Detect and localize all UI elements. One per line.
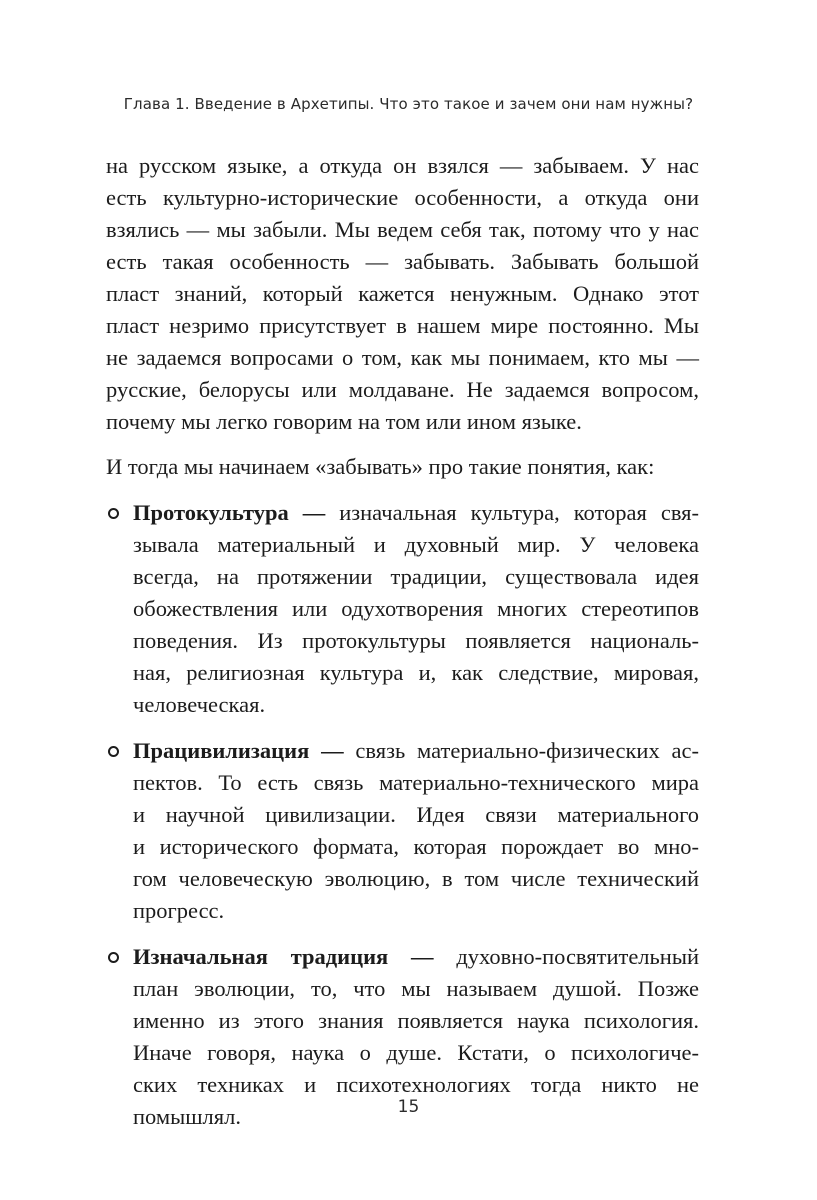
list-item-line: всегда, на протяжении традиции, существовала идея (133, 564, 699, 589)
list-item-pracivilization (106, 735, 699, 927)
list-item-line: Иначе говоря, наука о душе. Кстати, о психологиче- (133, 1040, 699, 1065)
paragraph-2 (106, 451, 699, 483)
list-item-protoculture (106, 497, 699, 721)
list-item-line: обожествления или одухотворения многих стереотипов (133, 596, 699, 621)
paragraph-1-line: почему мы легко говорим на том или ином языке. (106, 409, 582, 434)
list-item-line: человеческая. (133, 692, 266, 717)
list-item-line: именно из этого знания появляется наука психология. (133, 1008, 699, 1033)
circle-bullet-icon (108, 746, 119, 757)
definition-text: связь материально-физических ас- (343, 738, 699, 763)
paragraph-1-line: есть культурно-исторические особенности, а откуда они (106, 185, 699, 210)
list-item-line: гом человеческую эволюцию, в том числе технический (133, 866, 699, 891)
concept-list (106, 497, 699, 1133)
body-text (106, 150, 699, 1147)
paragraph-1-line: не задаемся вопросами о том, как мы понимаем, кто мы — (106, 345, 699, 370)
paragraph-2-line: И тогда мы начинаем «забывать» про такие понятия, как: (106, 454, 655, 479)
paragraph-1-line: пласт знаний, который кажется ненужным. Однако этот (106, 281, 699, 306)
list-item-line: план эволюции, то, что мы называем душой. Позже (133, 976, 699, 1001)
list-item-line: пектов. То есть связь материально-технического мира (133, 770, 699, 795)
definition-text: изначальная культура, которая свя- (325, 500, 699, 525)
list-item-line: прогресс. (133, 898, 225, 923)
list-item-line: и научной цивилизации. Идея связи материального (133, 802, 699, 827)
paragraph-1-line: есть такая особенность — забывать. Забывать большой (106, 249, 699, 274)
term-protoculture: Протокультура — (133, 500, 326, 525)
list-item-line (133, 941, 699, 973)
circle-bullet-icon (108, 952, 119, 963)
list-item-line: помышлял. (133, 1104, 241, 1129)
page-number: 15 (397, 1097, 420, 1117)
definition-text: духовно-посвятительный (433, 944, 699, 969)
term-pracivilization: Працивилизация — (133, 738, 344, 763)
paragraph-1 (106, 150, 699, 438)
list-item-line: поведения. Из протокультуры появляется националь- (133, 628, 699, 653)
paragraph-1-line: русские, белорусы или молдаване. Не задаемся вопросом, (106, 377, 699, 402)
list-item-line: и исторического формата, которая порождает во мно- (133, 834, 699, 859)
list-item-line (133, 497, 699, 529)
paragraph-1-line: на русском языке, а откуда он взялся — забываем. У нас (106, 153, 699, 178)
list-item-line: ских техниках и психотехнологиях тогда никто не (133, 1072, 699, 1097)
circle-bullet-icon (108, 508, 119, 519)
list-item-line: зывала материальный и духовный мир. У человека (133, 532, 699, 557)
running-head: Глава 1. Введение в Архетипы. Что это такое и зачем они нам нужны? (123, 95, 694, 113)
paragraph-1-line: взялись — мы забыли. Мы ведем себя так, потому что у нас (106, 217, 699, 242)
list-item-line: ная, религиозная культура и, как следствие, мировая, (133, 660, 699, 685)
list-item-line (133, 735, 699, 767)
paragraph-1-line: пласт незримо присутствует в нашем мире постоянно. Мы (106, 313, 699, 338)
term-primordial-tradition: Изначальная традиция — (133, 944, 434, 969)
